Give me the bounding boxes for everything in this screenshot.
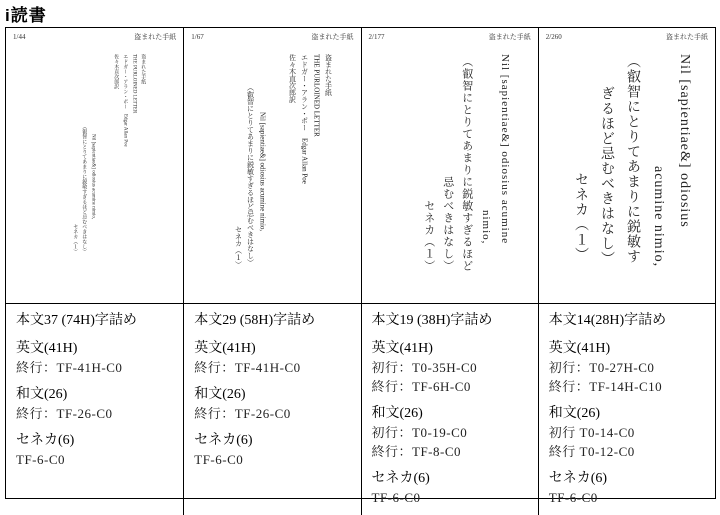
vertical-text-block (70, 54, 147, 269)
layout-comparison-table (5, 27, 716, 505)
text-column: 佐々木直次郎訳 (113, 54, 119, 89)
spec-heading: 本文29 (58H)字詰め (194, 313, 316, 328)
text-column: THE PURLOINED LETTER (312, 54, 321, 137)
spec-heading: 本文19 (38H)字詰め (371, 313, 493, 328)
spec-line: 終行：TF-6H-C0 (371, 379, 471, 394)
spec-line: 初行：T0-19-C0 (371, 425, 468, 440)
text-column: Nil [sapientiae&] odiosius acumine nimio, (90, 134, 96, 220)
spec-line: 初行：T0-35H-C0 (371, 360, 478, 375)
page-indicator: 1/44 (13, 33, 26, 41)
text-column: セネカ（１） (422, 200, 435, 272)
spec-group-label: セネカ(6) (16, 433, 75, 448)
spec-line: 初行：T0-27H-C0 (548, 360, 655, 375)
text-column: セネカ（１） (573, 172, 588, 262)
running-title: 盗まれた手紙 (311, 33, 354, 41)
spec-group-label: セネカ(6) (548, 471, 608, 486)
spec-group-label: 和文(26) (16, 387, 68, 402)
spec-group-label: 和文(26) (194, 387, 246, 402)
text-column: （叡智にとりてあまりに鋭敏す (625, 54, 640, 264)
text-column: Nil [sapientiae&] odiosius acumine (498, 54, 511, 245)
text-column: acumine nimio, (651, 166, 666, 268)
spec-group-label: 英文(41H) (16, 341, 78, 356)
page-indicator: 2/177 (368, 33, 385, 41)
panel-38h (361, 28, 538, 515)
spec-line: TF-6-C0 (371, 490, 421, 505)
running-title: 盗まれた手紙 (666, 33, 708, 41)
spec-group-label: 英文(41H) (194, 341, 256, 356)
spec-line: TF-6-C0 (548, 490, 598, 505)
text-column: エドガー・アラン・ポー Edgar Allan Poe (300, 54, 309, 184)
spec-line: 終行：TF-26-C0 (16, 406, 113, 421)
spec-group-label: 英文(41H) (548, 341, 611, 356)
spec-line: 終行 T0-12-C0 (548, 444, 635, 459)
preview-header (362, 28, 538, 41)
page-indicator: 1/67 (191, 33, 204, 41)
spec-section (184, 304, 360, 515)
vertical-text-block (419, 52, 514, 284)
spec-section (6, 304, 183, 515)
spec-group-label: 英文(41H) (371, 341, 433, 356)
text-column: 忌むべきはなし） (441, 176, 454, 272)
text-column: 佐々木直次郎訳 (288, 54, 297, 103)
spec-heading: 本文14(28H)字詰め (548, 313, 667, 328)
spec-line: 終行：TF-41H-C0 (16, 360, 123, 375)
vertical-text-block (233, 54, 335, 276)
spec-line: TF-6-C0 (16, 452, 65, 467)
running-title: 盗まれた手紙 (134, 33, 177, 41)
preview-header (6, 28, 183, 41)
spec-line: 終行：TF-8-C0 (371, 444, 462, 459)
page-preview (184, 28, 360, 304)
spec-section (539, 304, 715, 515)
text-column: Nil [sapientiae&] odiosius (677, 54, 692, 228)
running-title: 盗まれた手紙 (488, 33, 531, 41)
text-column: Nil [sapientiae&] odiosius acumine nimio, (258, 112, 267, 232)
spec-group-label: セネカ(6) (194, 433, 253, 448)
page-title: i読書 (5, 6, 47, 25)
spec-line: TF-6-C0 (194, 452, 244, 467)
spec-group-label: セネカ(6) (371, 471, 430, 486)
text-column: nimio, (479, 210, 492, 245)
panel-58h (183, 28, 360, 515)
text-column: （叡智にとりてあまりに鋭敏すぎるほど忌むべきはなし） (246, 84, 255, 266)
spec-section (362, 304, 538, 515)
spec-line: 初行 T0-14-C0 (548, 425, 635, 440)
vertical-text-block (567, 52, 697, 270)
page-indicator: 2/260 (545, 33, 562, 41)
spec-line: 終行：TF-14H-C10 (548, 379, 663, 394)
page-preview (362, 28, 538, 304)
text-column: （叡智にとりてあまりに鋭敏すぎるほど忌むべきはなし） (81, 124, 87, 254)
text-column: （叡智にとりてあまりに鋭敏すぎるほど (460, 56, 473, 272)
spec-group-label: 和文(26) (548, 406, 601, 421)
text-column: セネカ（１） (234, 226, 243, 268)
spec-line: 終行：TF-41H-C0 (194, 360, 301, 375)
panel-28h (538, 28, 715, 515)
text-column: 盗まれた手紙 (140, 54, 146, 84)
text-column: セネカ（１） (72, 224, 78, 254)
text-column: 盗まれた手紙 (324, 54, 333, 96)
spec-line: 終行：TF-26-C0 (194, 406, 291, 421)
page-preview (6, 28, 183, 304)
text-column: エドガー・アラン・ポー Edgar Allan Poe (122, 54, 128, 147)
preview-header (184, 28, 360, 41)
preview-header (539, 28, 715, 41)
spec-group-label: 和文(26) (371, 406, 423, 421)
text-column: THE PURLOINED LETTER (131, 54, 137, 114)
spec-heading: 本文37 (74H)字詰め (16, 313, 137, 328)
text-column: ぎるほど忌むべきはなし） (599, 86, 614, 266)
page-preview (539, 28, 715, 304)
panel-74h (6, 28, 183, 515)
